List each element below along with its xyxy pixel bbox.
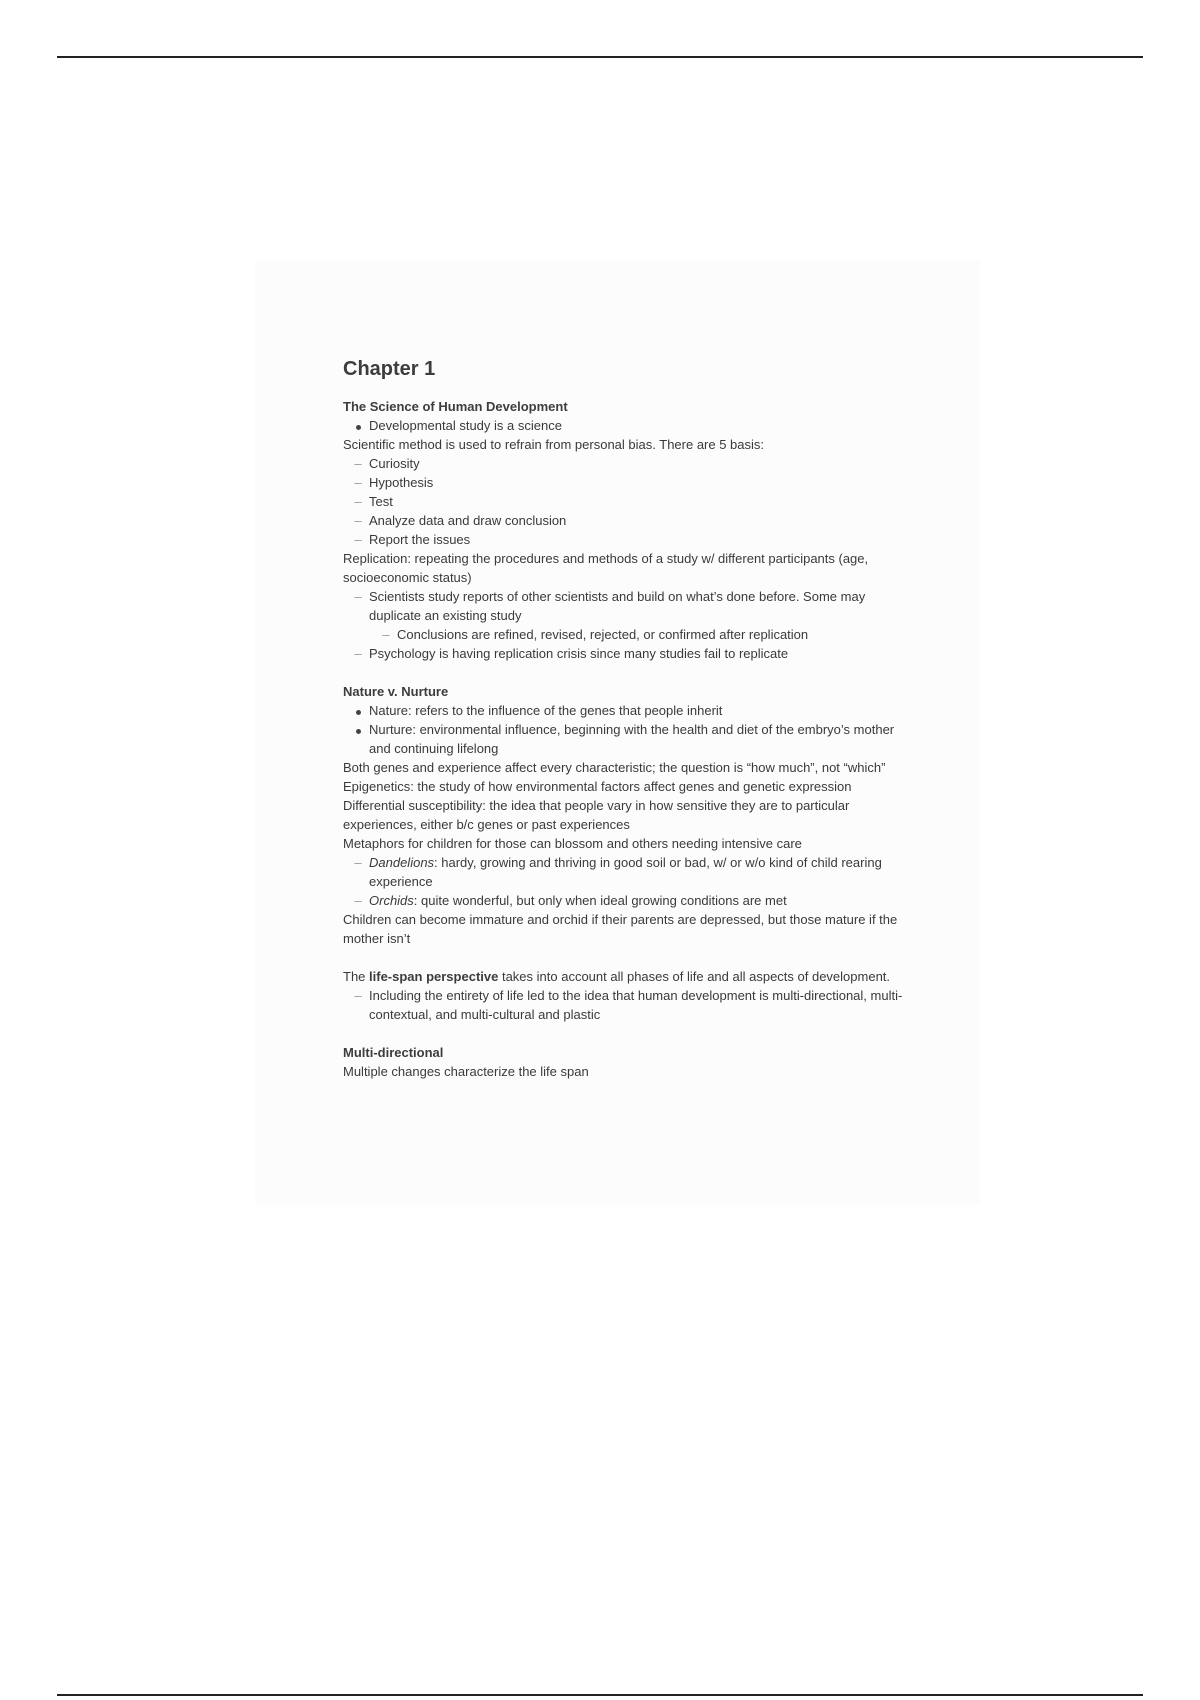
dash-icon: – xyxy=(354,475,362,490)
paragraph: Epigenetics: the study of how environmental factors affect genes and genetic expression xyxy=(343,779,852,794)
bullet-dot-icon xyxy=(356,710,361,715)
top-rule xyxy=(57,56,1143,58)
dash-list-steps xyxy=(343,454,903,549)
dash-icon: – xyxy=(354,456,362,471)
dash-icon: – xyxy=(354,893,362,908)
document-content xyxy=(343,356,903,1081)
list-item: – Orchids: quite wonderful, but only when ideal growing conditions are met xyxy=(354,893,787,908)
dash-icon: – xyxy=(354,646,362,661)
paragraph-life-span: The life-span perspective takes into account all phases of life and all aspects of development. xyxy=(343,969,891,984)
dash-list-metaphors xyxy=(343,853,903,910)
paragraph: Differential susceptibility: the idea that people vary in how sensitive they are to particular experiences, either b/c genes or past experiences xyxy=(343,798,850,832)
dash-list-replication xyxy=(343,587,903,663)
bullet-dot-icon xyxy=(356,729,361,734)
list-item: – Scientists study reports of other scientists and build on what’s done before. Some may duplicate an existing study xyxy=(354,589,866,623)
list-item: – Curiosity xyxy=(354,456,420,471)
dash-icon: – xyxy=(354,988,362,1003)
list-item: – Dandelions: hardy, growing and thriving in good soil or bad, w/ or w/o kind of child rearing experience xyxy=(354,855,882,889)
dash-icon: – xyxy=(354,494,362,509)
dash-icon: – xyxy=(354,589,362,604)
dash-icon: – xyxy=(382,627,390,642)
list-item: – Hypothesis xyxy=(354,475,434,490)
paragraph: Replication: repeating the procedures and methods of a study w/ different participants (age, socioeconomic status) xyxy=(343,551,869,585)
document-page xyxy=(255,260,980,1205)
list-item: – Test xyxy=(354,494,393,509)
section-heading-nature-nurture: Nature v. Nurture xyxy=(343,684,449,699)
bullet-list xyxy=(343,701,903,758)
paragraph: Children can become immature and orchid if their parents are depressed, but those mature if the mother isn’t xyxy=(343,912,898,946)
list-item: – Report the issues xyxy=(354,532,471,547)
list-item: – Psychology is having replication crisis since many studies fail to replicate xyxy=(354,646,789,661)
paragraph: Scientific method is used to refrain from personal bias. There are 5 basis: xyxy=(343,437,765,452)
dash-icon: – xyxy=(354,513,362,528)
chapter-title: Chapter 1 xyxy=(343,358,436,380)
section-heading-multi-directional: Multi-directional xyxy=(343,1045,444,1060)
list-item: Nature: refers to the influence of the genes that people inherit xyxy=(343,701,903,720)
list-item: – Including the entirety of life led to the idea that human development is multi-directional, multi-contextual, and multi-cultural and plastic xyxy=(354,988,903,1022)
paragraph: Multiple changes characterize the life span xyxy=(343,1064,589,1079)
bullet-list xyxy=(343,416,903,435)
bottom-rule xyxy=(57,1694,1143,1696)
list-item-nested: – Conclusions are refined, revised, rejected, or confirmed after replication xyxy=(382,627,809,642)
list-item: – Analyze data and draw conclusion xyxy=(354,513,567,528)
dash-icon: – xyxy=(354,532,362,547)
section-heading-science: The Science of Human Development xyxy=(343,399,568,414)
paragraph: Both genes and experience affect every characteristic; the question is “how much”, not “which” xyxy=(343,760,886,775)
dash-list-life-span xyxy=(343,986,903,1024)
dash-icon: – xyxy=(354,855,362,870)
paragraph: Metaphors for children for those can blossom and others needing intensive care xyxy=(343,836,802,851)
list-item: Nurture: environmental influence, beginning with the health and diet of the embryo’s mother and continuing lifelong xyxy=(343,720,903,758)
bullet-dot-icon xyxy=(356,425,361,430)
list-item: Developmental study is a science xyxy=(343,416,903,435)
